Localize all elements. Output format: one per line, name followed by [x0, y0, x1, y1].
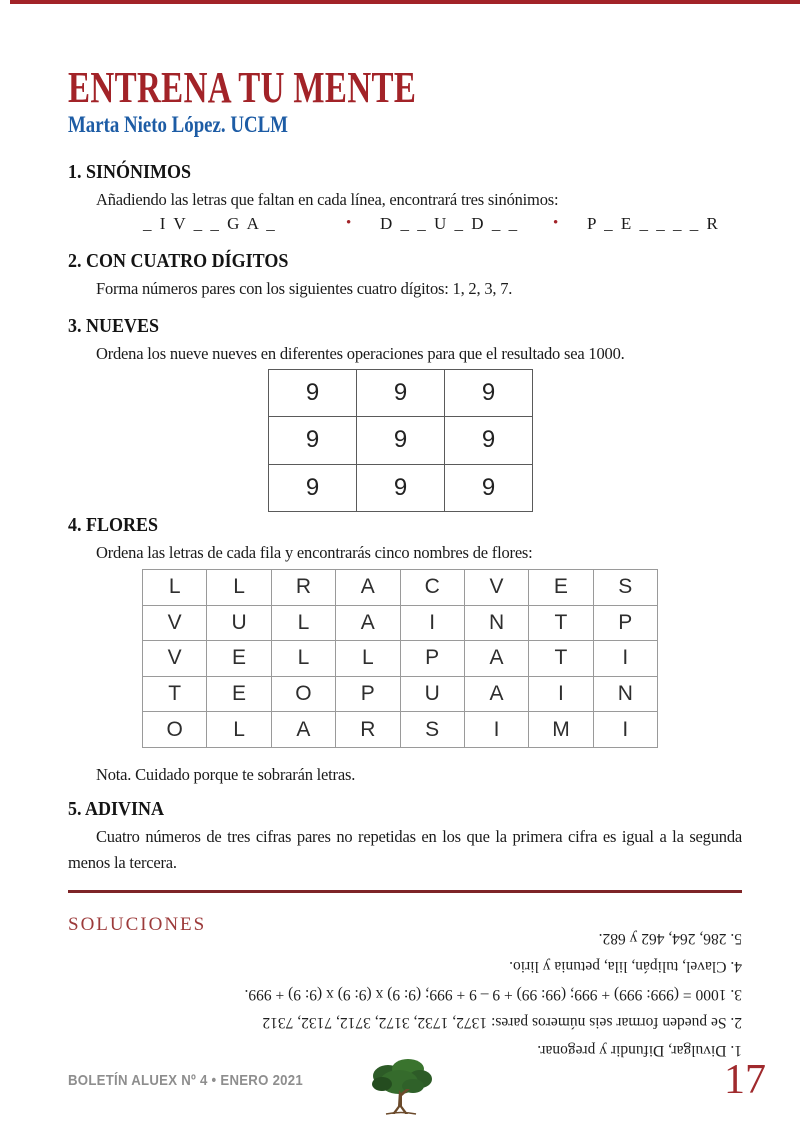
footer-bulletin-label: BOLETÍN ALUEX Nº 4 • ENERO 2021 — [68, 1072, 304, 1089]
letter-cell: O — [271, 676, 335, 712]
letter-cell: L — [207, 712, 271, 748]
letter-cell: N — [464, 605, 528, 641]
letter-cell: M — [529, 712, 593, 748]
section-heading-nueves-text: 3. NUEVES — [68, 315, 160, 337]
section-body-nueves: Ordena los nueve nueves en diferentes operaciones para que el resultado sea 1000. — [96, 344, 625, 363]
letter-cell: L — [143, 570, 207, 606]
letter-cell: I — [593, 641, 657, 677]
letter-cell: L — [336, 641, 400, 677]
letter-cell: A — [336, 570, 400, 606]
section-body-adivina: Cuatro números de tres cifras pares no repetidas en los que la primera cifra es igual a la segunda menos la tercera. — [68, 827, 742, 872]
section-heading-sinonimos-text: 1. SINÓNIMOS — [68, 161, 192, 183]
solution-item-1: 1. Divulgar, Difundir y pregonar. — [537, 1042, 742, 1059]
author-byline — [68, 112, 336, 138]
nines-cell: 9 — [445, 370, 533, 417]
letter-cell: R — [271, 570, 335, 606]
solutions-divider-rule — [68, 890, 742, 893]
letter-cell: S — [400, 712, 464, 748]
letter-cell: U — [207, 605, 271, 641]
flowers-row — [143, 676, 658, 712]
nines-table — [268, 369, 533, 512]
letter-cell: C — [400, 570, 464, 606]
letter-cell: I — [593, 712, 657, 748]
synonym-puzzle-2: D _ _ U _ D _ _ — [380, 214, 520, 233]
letter-cell: O — [143, 712, 207, 748]
solution-item-3: 3. 1000 = (999: 999) + 999; (99: 99) + 9 – 9 + 999; (9: 9) x (9: 9) x (9: 9) + 999. — [244, 986, 742, 1003]
letter-cell: N — [593, 676, 657, 712]
section-heading-digitos-text: 2. CON CUATRO DÍGITOS — [68, 250, 289, 272]
section-heading-nueves — [68, 315, 169, 337]
flowers-row — [143, 605, 658, 641]
section-heading-flores-text: 4. FLORES — [68, 514, 159, 536]
letter-cell: L — [271, 605, 335, 641]
letter-cell: V — [143, 605, 207, 641]
letter-cell: T — [143, 676, 207, 712]
letter-cell: I — [464, 712, 528, 748]
letter-cell: S — [593, 570, 657, 606]
section-body-sinonimos: Añadiendo las letras que faltan en cada línea, encontrará tres sinónimos: — [96, 190, 559, 209]
nines-cell: 9 — [357, 464, 445, 511]
letter-cell: E — [529, 570, 593, 606]
solutions-upside-down-block — [87, 924, 742, 1064]
nines-cell: 9 — [357, 417, 445, 464]
synonym-puzzle-3: P _ E _ _ _ _ R — [587, 214, 720, 233]
bullet-icon: • — [346, 215, 352, 231]
letter-cell: L — [271, 641, 335, 677]
solution-item-5: 5. 286, 264, 462 y 682. — [598, 930, 742, 947]
synonym-puzzle-1: _ I V _ _ G A _ — [143, 214, 277, 233]
nines-cell: 9 — [445, 417, 533, 464]
letter-cell: V — [143, 641, 207, 677]
solution-item-4: 4. Clavel, tulipán, lila, petunia y lirio. — [509, 958, 742, 975]
tree-logo-icon — [366, 1056, 436, 1120]
letter-cell: A — [336, 605, 400, 641]
nines-cell: 9 — [269, 370, 357, 417]
section-body-digitos: Forma números pares con los siguientes cuatro dígitos: 1, 2, 3, 7. — [96, 279, 513, 298]
letter-cell: V — [464, 570, 528, 606]
nines-row — [269, 464, 533, 511]
nines-cell: 9 — [445, 464, 533, 511]
section-heading-sinonimos — [68, 161, 205, 183]
flowers-letter-grid — [142, 569, 658, 748]
top-rule — [10, 0, 800, 4]
section-heading-digitos — [68, 250, 313, 272]
section-heading-adivina — [68, 798, 175, 820]
flowers-row — [143, 641, 658, 677]
letter-cell: A — [464, 641, 528, 677]
letter-cell: P — [400, 641, 464, 677]
page-title — [68, 63, 532, 112]
nines-row — [269, 370, 533, 417]
letter-cell: T — [529, 641, 593, 677]
synonyms-line — [68, 214, 758, 238]
letter-cell: A — [464, 676, 528, 712]
flores-note: Nota. Cuidado porque te sobrarán letras. — [96, 765, 356, 784]
letter-cell: P — [593, 605, 657, 641]
author-byline-text: Marta Nieto López. UCLM — [68, 112, 288, 137]
nines-row — [269, 417, 533, 464]
section-heading-adivina-text: 5. ADIVINA — [68, 798, 165, 820]
letter-cell: I — [529, 676, 593, 712]
solutions-heading: SOLUCIONES — [68, 914, 207, 935]
flowers-row — [143, 570, 658, 606]
letter-cell: P — [336, 676, 400, 712]
letter-cell: E — [207, 676, 271, 712]
nines-cell: 9 — [357, 370, 445, 417]
flowers-row — [143, 712, 658, 748]
page-number: 17 — [724, 1057, 766, 1103]
letter-cell: E — [207, 641, 271, 677]
letter-cell: L — [207, 570, 271, 606]
letter-cell: A — [271, 712, 335, 748]
page-title-text: ENTRENA TU MENTE — [68, 63, 417, 112]
letter-cell: I — [400, 605, 464, 641]
solution-item-2: 2. Se pueden formar seis números pares: 1372, 1732, 3172, 3712, 7132, 7312 — [262, 1014, 742, 1031]
bullet-icon: • — [553, 215, 559, 231]
letter-cell: T — [529, 605, 593, 641]
letter-cell: U — [400, 676, 464, 712]
section-heading-flores — [68, 514, 168, 536]
section-body-flores: Ordena las letras de cada fila y encontrarás cinco nombres de flores: — [96, 543, 533, 562]
nines-cell: 9 — [269, 464, 357, 511]
letter-cell: R — [336, 712, 400, 748]
nines-cell: 9 — [269, 417, 357, 464]
